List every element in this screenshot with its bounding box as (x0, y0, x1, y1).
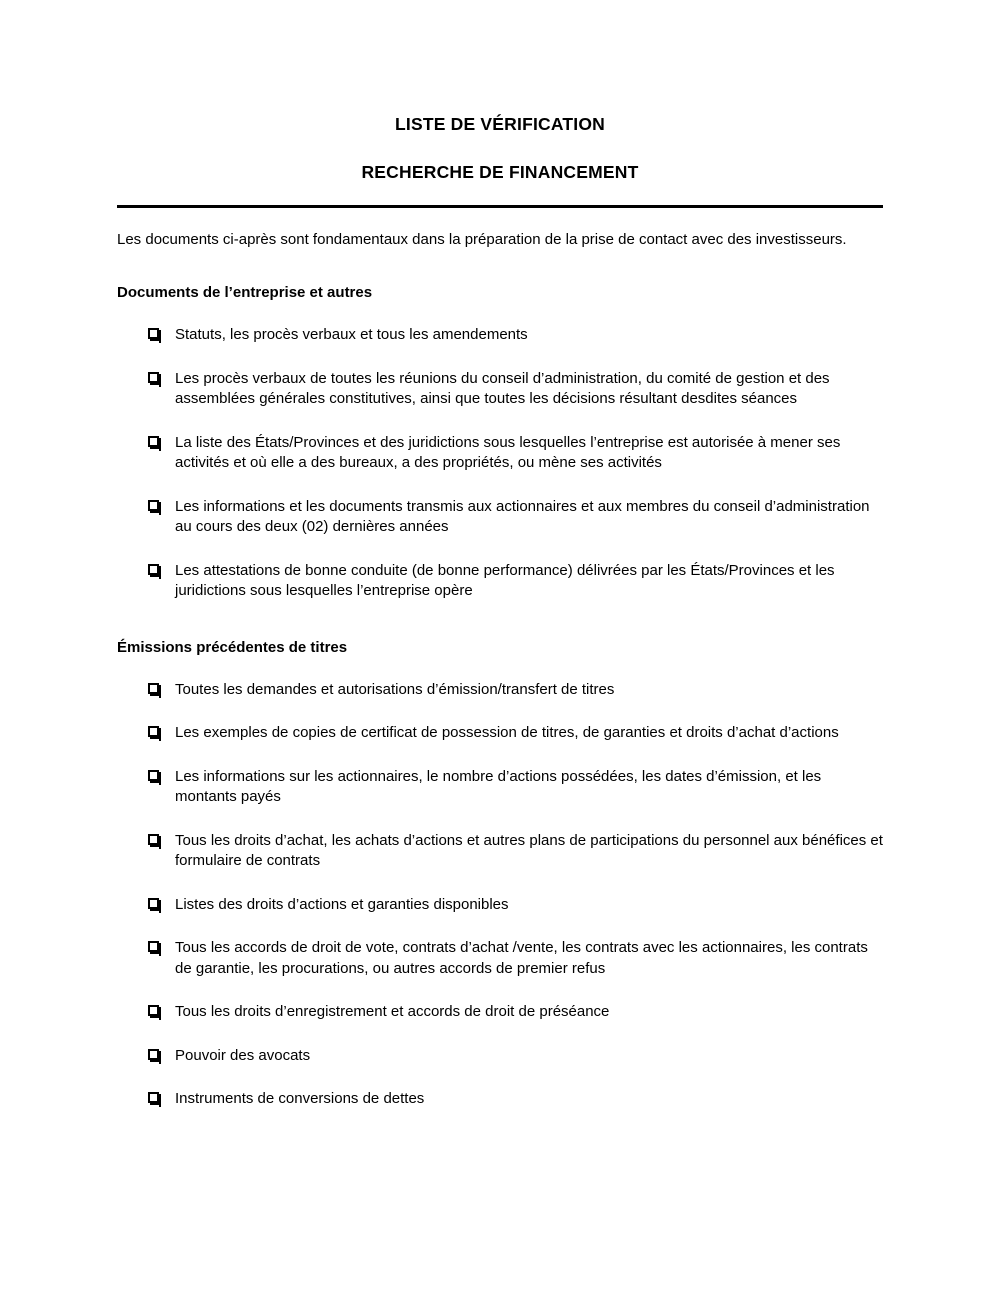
checklist-item[interactable] (117, 831, 883, 872)
checklist-item-label: Statuts, les procès verbaux et tous les amendements (175, 326, 528, 343)
checkbox-icon[interactable] (148, 898, 161, 911)
checklist-item[interactable] (117, 1002, 883, 1023)
checkbox-icon[interactable] (148, 834, 161, 847)
checklist-item[interactable] (117, 680, 883, 701)
document-content (117, 0, 883, 1110)
section-heading-previous-share-issues: Émissions précédentes de titres (117, 638, 348, 656)
section-heading-company-documents: Documents de l’entreprise et autres (117, 284, 373, 301)
checklist-item[interactable] (117, 895, 883, 916)
checklist-item-label: La liste des États/Provinces et des juridictions sous lesquelles l’entreprise est autorisée à mener ses activités et où elle a des bureaux, a des propriétés, ou mène ses activités (175, 433, 841, 471)
checklist-item-label: Tous les accords de droit de vote, contrats d’achat /vente, les contrats avec les actionnaires, les contrats de garantie, les procurations, ou autres accords de premier refus (175, 939, 868, 977)
checkbox-icon[interactable] (148, 726, 161, 739)
checklist-item-label: Instruments de conversions de dettes (175, 1090, 425, 1107)
checklist-item[interactable] (117, 433, 883, 474)
checkbox-icon[interactable] (148, 372, 161, 385)
checklist-item-label: Listes des droits d’actions et garanties disponibles (175, 895, 509, 913)
checklist-item[interactable] (117, 723, 883, 744)
checkbox-icon[interactable] (148, 1049, 161, 1062)
checkbox-icon[interactable] (148, 1005, 161, 1018)
checklist-previous-share-issues (117, 680, 883, 1110)
document-title-primary: LISTE DE VÉRIFICATION (395, 114, 605, 134)
checklist-item[interactable] (117, 938, 883, 979)
checklist-item-label: Les exemples de copies de certificat de possession de titres, de garanties et droits d’achat d’actions (175, 724, 839, 741)
checkbox-icon[interactable] (148, 500, 161, 513)
checklist-item[interactable] (117, 497, 883, 538)
checklist-item-label: Les informations et les documents transmis aux actionnaires et aux membres du conseil d’administration au cours des deux (02) dernières années (175, 497, 870, 535)
checklist-item-label: Tous les droits d’achat, les achats d’actions et autres plans de participations du personnel aux bénéfices et formulaire de contrats (175, 831, 883, 869)
header-divider (117, 205, 883, 208)
checklist-item[interactable] (117, 325, 883, 346)
checklist-item-label: Les informations sur les actionnaires, le nombre d’actions possédées, les dates d’émission, et les montants payés (175, 767, 822, 805)
checklist-item-label: Tous les droits d’enregistrement et accords de droit de préséance (175, 1003, 610, 1020)
checkbox-icon[interactable] (148, 770, 161, 783)
intro-paragraph: Les documents ci-après sont fondamentaux dans la préparation de la prise de contact avec des investisseurs. (117, 231, 847, 248)
checkbox-icon[interactable] (148, 564, 161, 577)
checklist-item[interactable] (117, 561, 883, 602)
checkbox-icon[interactable] (148, 436, 161, 449)
checklist-item-label: Toutes les demandes et autorisations d’émission/transfert de titres (175, 680, 615, 698)
checkbox-icon[interactable] (148, 683, 161, 696)
checklist-item-label: Les attestations de bonne conduite (de bonne performance) délivrées par les États/Provinces et les juridictions sous lesquelles l’entreprise opère (175, 561, 835, 599)
checklist-item[interactable] (117, 1046, 883, 1067)
checklist-item-label: Les procès verbaux de toutes les réunions du conseil d’administration, du comité de gestion et des assemblées générales constitutives, ainsi que toutes les décisions résultant desdites séances (175, 369, 830, 407)
checklist-item[interactable] (117, 767, 883, 808)
checklist-item[interactable] (117, 369, 883, 410)
checklist-company-documents (117, 325, 883, 602)
checkbox-icon[interactable] (148, 328, 161, 341)
document-title-secondary: RECHERCHE DE FINANCEMENT (361, 162, 639, 182)
checkbox-icon[interactable] (148, 941, 161, 954)
checklist-item-label: Pouvoir des avocats (175, 1046, 311, 1064)
checklist-item[interactable] (117, 1089, 883, 1110)
checkbox-icon[interactable] (148, 1092, 161, 1105)
